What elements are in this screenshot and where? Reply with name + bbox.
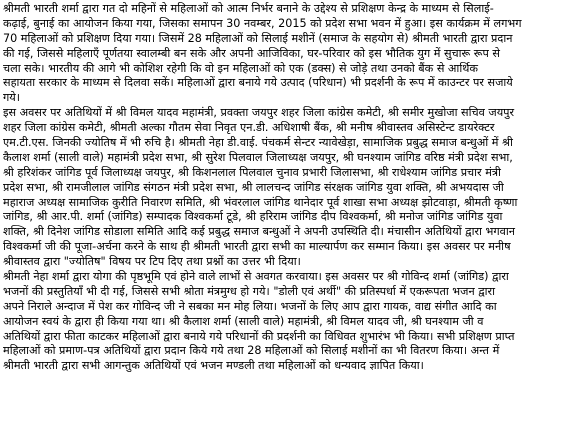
text-line: इस अवसर पर अतिथियों में श्री विमल यादव महामंत्री, प्रवक्ता जयपुर शहर जिला कांग्रेस कमेटी, श्री समीर मुखोजा सचिव जयपुर <box>3 106 515 120</box>
text-line: आयोजन स्वयं के द्वारा ही किया गया था। श्री कैलाश शर्मा (साली वाले) महामंत्री, श्री विमल यादव जी, श्री घनश्याम जी व <box>3 314 484 328</box>
text-line: गये। <box>3 91 21 105</box>
text-line: शक्ति, श्री दिनेश जांगिड सोडाला समिति आदि कई प्रबुद्ध समाज बन्धुओं ने अपनी उपस्थिति दी। मंचासीन अतिथियों द्वारा भगवान <box>3 225 515 239</box>
text-line: भजनों की प्रस्तुतियाँ भी दी गई, जिससे सभी श्रोता मंत्रमुग्ध हो गये। "डोली एवं अर्थी" की प्रतिस्पर्धा में एकरूपता भजन द्वारा <box>3 284 496 298</box>
text-line: एम.टी.एस. जिनकी ज्योतिष में भी रुचि है। श्रीमती नेहा डी.वाई. पंचकर्म सेन्टर न्यावेखेड़ा, सामाजिक प्रबुद्ध समाज बन्धुओं में श्री <box>3 136 513 150</box>
paragraph-closing <box>3 270 584 374</box>
text-line: चला सके। भारतीय की आगे भी कोशिश रहेगी कि वो इन महिलाओं को एक (डक्स) से जोड़े तथा उनको बैंक से आर्थिक <box>3 61 479 75</box>
text-line: श्रीवास्तव द्वारा "ज्योतिष" विषय पर टिप दिए तथा प्रश्नों का उत्तर भी दिया। <box>3 255 301 269</box>
paragraph-training-program <box>3 2 584 106</box>
text-line: शहर जिला कांग्रेस कमेटी, श्रीमती अल्का गौतम सेवा निवृत एन.डी. अधिशाषी बैंक, श्री मनीष श्रीवास्तव असिस्टेन्ट डायरेक्टर <box>3 121 495 135</box>
paragraph-guests <box>3 106 584 270</box>
text-line: श्री हरिशंकर जांगिड पूर्व जिलाध्यक्ष जयपुर, श्री किशनलाल पिलवाल चुनाव प्रभारी जिलासभा, श्री राधेश्याम जांगिड प्रचार मंत्री <box>3 165 501 179</box>
text-line: श्रीमती नेहा शर्मा द्वारा योगा की पृष्ठभूमि एवं होने वाले लाभों से अवगत करवाया। इस अवसर पर श्री गोविन्द शर्मा (जांगिड) द्वारा <box>3 270 509 284</box>
text-line: अपने निराले अन्दाज में पेश कर गोविन्द जी ने सबका मन मोह लिया। भजनों के लिए आप द्वारा गायक, वाद्य संगीत आदि का <box>3 299 497 313</box>
text-line: की गई, जिससे महिलाएँ पूर्णतया स्वालम्बी बन सके और अपनी आजिविका, घर-परिवार को इस भौतिक युग में सुचारू रूप से <box>3 46 500 60</box>
text-line: महिलाओं को प्रमाण-पत्र अतिथियों द्वारा प्रदान किये गये तथा 28 महिलाओं को सिलाई मशीनों का भी वितरण किया। अन्त में <box>3 344 500 358</box>
text-line: जांगिड, श्री आर.पी. शर्मा (जांगिड) सम्पादक विश्वकर्मा टूडे, श्री हरिराम जांगिड दीप विश्वकर्मा, श्री मनोज जांगिड जांगिड युवा <box>3 210 503 224</box>
text-line: प्रदेश सभा, श्री रामजीलाल जांगिड संगठन मंत्री प्रदेश सभा, श्री लालचन्द जांगिड संरक्षक जांगिड युवा शक्ति, श्री अभयदास जी <box>3 180 504 194</box>
text-line: श्रीमती भारती द्वारा सभी आगन्तुक अतिथियों एवं भजन मण्डली तथा महिलाओं को धन्यवाद ज्ञापित किया। <box>3 359 424 373</box>
text-line: महाराज अध्यक्ष सामाजिक कुरीति निवारण समिति, श्री भंवरलाल जांगिड थानेदार पूर्व शाखा सभा अध्यक्ष झोटवाड़ा, श्रीमती कृष्णा <box>3 195 518 209</box>
text-line: कैलाश शर्मा (साली वाले) महामंत्री प्रदेश सभा, श्री सुरेश पिलवाल जिलाध्यक्ष जयपुर, श्री घनश्याम जांगिड वरिष्ठ मंत्री प्रदेश सभा, <box>3 150 513 164</box>
text-line: विश्वकर्मा जी की पूजा-अर्चना करने के साथ ही श्रीमती भारती द्वारा सभी का माल्यार्पण कर सम्मान किया। इस अवसर पर मनीष <box>3 240 511 254</box>
text-line: अतिथियों द्वारा फीता काटकर महिलाओं द्वारा बनाये गये परिधानों की प्रदर्शनी का विधिवत शुभारंभ भी किया। सभी प्रशिक्षण प्राप्त <box>3 329 515 343</box>
text-line: सहायता सरकार के माध्यम से दिलवा सकें। महिलाओं द्वारा बनाये गये उत्पाद (परिधान) भी प्रदर्शनी के रूप में काउन्टर पर सजाये <box>3 76 513 90</box>
text-line: श्रीमती भारती शर्मा द्वारा गत दो महिनों से महिलाओं को आत्म निर्भर बनाने के उद्देश्य से प्रशिक्षण केन्द्र के माध्यम से सिलाई- <box>3 2 494 15</box>
text-line: कढ़ाई, बुनाई का आयोजन किया गया, जिसका समापन 30 नवम्बर, 2015 को प्रदेश सभा भवन में हुआ। इस कार्यक्रम में लगभग <box>3 16 522 30</box>
text-line: 70 महिलाओं को प्रशिक्षण दिया गया। जिसमें 28 महिलाओं को सिलाई मशीनें (समाज के सहयोग से) श्रीमती भारती द्वारा प्रदान <box>3 31 513 45</box>
